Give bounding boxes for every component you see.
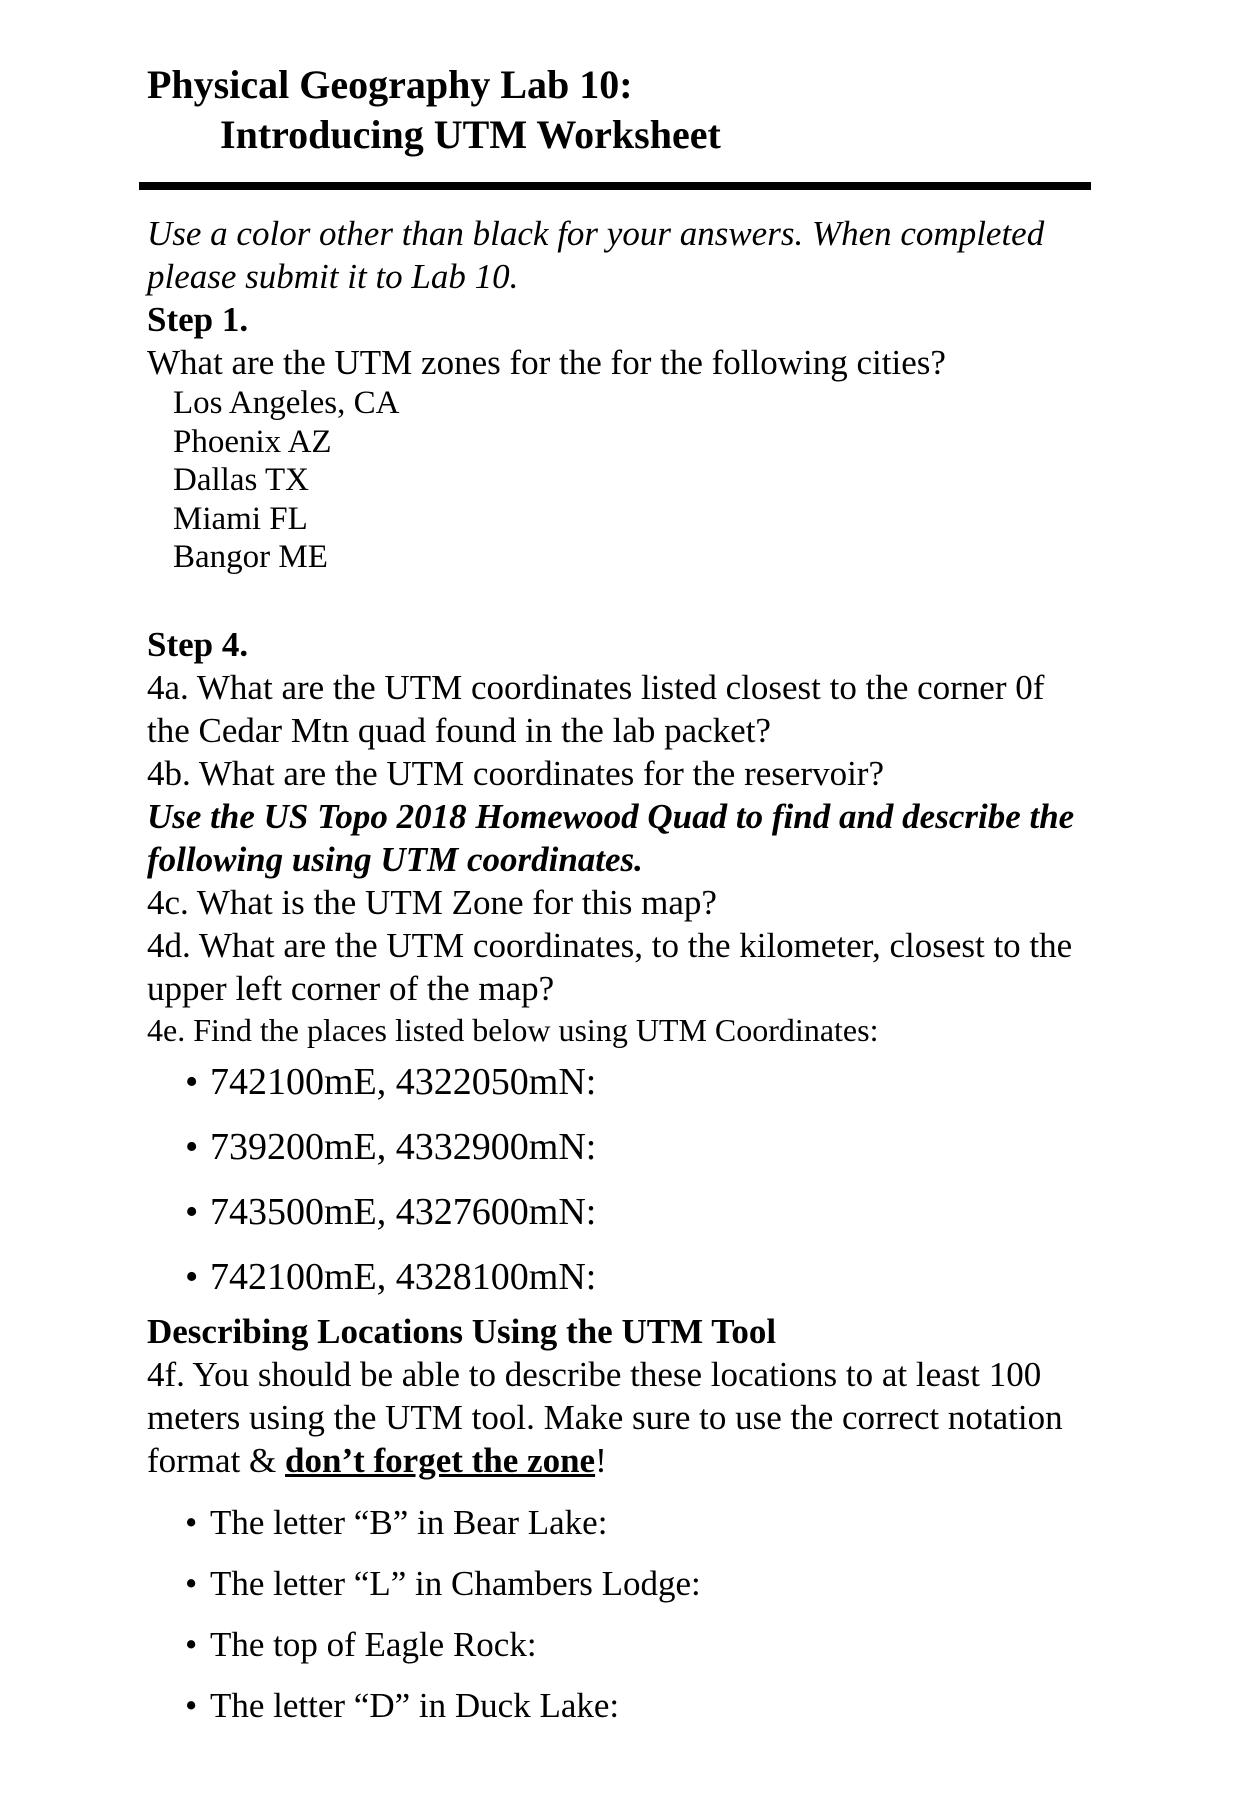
bullet-icon: • bbox=[185, 1563, 198, 1603]
bullet-icon: • bbox=[185, 1624, 198, 1664]
step1-heading: Step 1. bbox=[147, 300, 249, 339]
location-text: The letter “L” in Chambers Lodge: bbox=[210, 1563, 701, 1603]
question-4f-end: ! bbox=[595, 1440, 607, 1480]
city-item: Phoenix AZ bbox=[173, 423, 332, 460]
title-line-2: Introducing UTM Worksheet bbox=[220, 112, 721, 157]
city-item: Bangor ME bbox=[173, 539, 328, 575]
bullet-icon: • bbox=[185, 1502, 198, 1542]
coordinate-item bbox=[185, 1180, 1087, 1245]
homewood-quad-note: Use the US Topo 2018 Homewood Quad to find and describe the following using UTM coordinates. bbox=[147, 796, 1075, 879]
page-title bbox=[147, 60, 721, 160]
bullet-icon: • bbox=[185, 1125, 199, 1168]
question-4f-emphasis: don’t forget the zone bbox=[285, 1440, 596, 1480]
location-item bbox=[185, 1553, 1087, 1614]
location-text: The letter “B” in Bear Lake: bbox=[210, 1502, 608, 1542]
step1-question: What are the UTM zones for the for the following cities? bbox=[147, 343, 946, 382]
bullet-icon: • bbox=[185, 1060, 199, 1103]
question-4b: 4b. What are the UTM coordinates for the reservoir? bbox=[147, 753, 884, 793]
question-4d: 4d. What are the UTM coordinates, to the kilometer, closest to the upper left corner of the map? bbox=[147, 925, 1073, 1008]
location-item bbox=[185, 1675, 1087, 1736]
city-item: Los Angeles, CA bbox=[173, 385, 400, 421]
location-text: The top of Eagle Rock: bbox=[210, 1624, 537, 1664]
location-item bbox=[185, 1614, 1087, 1675]
instructions: Use a color other than black for your answers. When completed please submit it to Lab 10. bbox=[147, 214, 1045, 296]
question-4f bbox=[147, 1353, 1087, 1482]
coordinate-list bbox=[147, 1050, 1087, 1310]
location-list bbox=[147, 1492, 1087, 1736]
coordinate-text: 743500mE, 4327600mN: bbox=[210, 1190, 597, 1233]
coordinate-text: 739200mE, 4332900mN: bbox=[210, 1125, 597, 1168]
bullet-icon: • bbox=[185, 1255, 199, 1298]
coordinate-item bbox=[185, 1050, 1087, 1115]
location-text: The letter “D” in Duck Lake: bbox=[210, 1685, 620, 1725]
question-4e: 4e. Find the places listed below using UTM Coordinates: bbox=[147, 1011, 879, 1048]
title-divider bbox=[139, 182, 1091, 190]
title-line-1: Physical Geography Lab 10: bbox=[147, 62, 633, 107]
coordinate-item bbox=[185, 1115, 1087, 1180]
spacer bbox=[147, 577, 1087, 623]
coordinate-text: 742100mE, 4322050mN: bbox=[210, 1060, 597, 1103]
question-4f-text: 4f. You should be able to describe these locations to at least 100 meters using the UTM tool. Make sure to use the correct notation format & bbox=[147, 1354, 1063, 1480]
describing-heading: Describing Locations Using the UTM Tool bbox=[147, 1311, 777, 1351]
coordinate-item bbox=[185, 1245, 1087, 1310]
worksheet-content bbox=[147, 212, 1087, 1736]
question-4c: 4c. What is the UTM Zone for this map? bbox=[147, 882, 717, 922]
bullet-icon: • bbox=[185, 1190, 199, 1233]
step4-heading: Step 4. bbox=[147, 624, 249, 664]
city-item: Dallas TX bbox=[173, 462, 309, 498]
city-item: Miami FL bbox=[173, 500, 308, 537]
coordinate-text: 742100mE, 4328100mN: bbox=[210, 1255, 597, 1298]
location-item bbox=[185, 1492, 1087, 1553]
question-4a: 4a. What are the UTM coordinates listed closest to the corner 0f the Cedar Mtn quad found in the lab packet? bbox=[147, 667, 1045, 750]
bullet-icon: • bbox=[185, 1685, 198, 1725]
